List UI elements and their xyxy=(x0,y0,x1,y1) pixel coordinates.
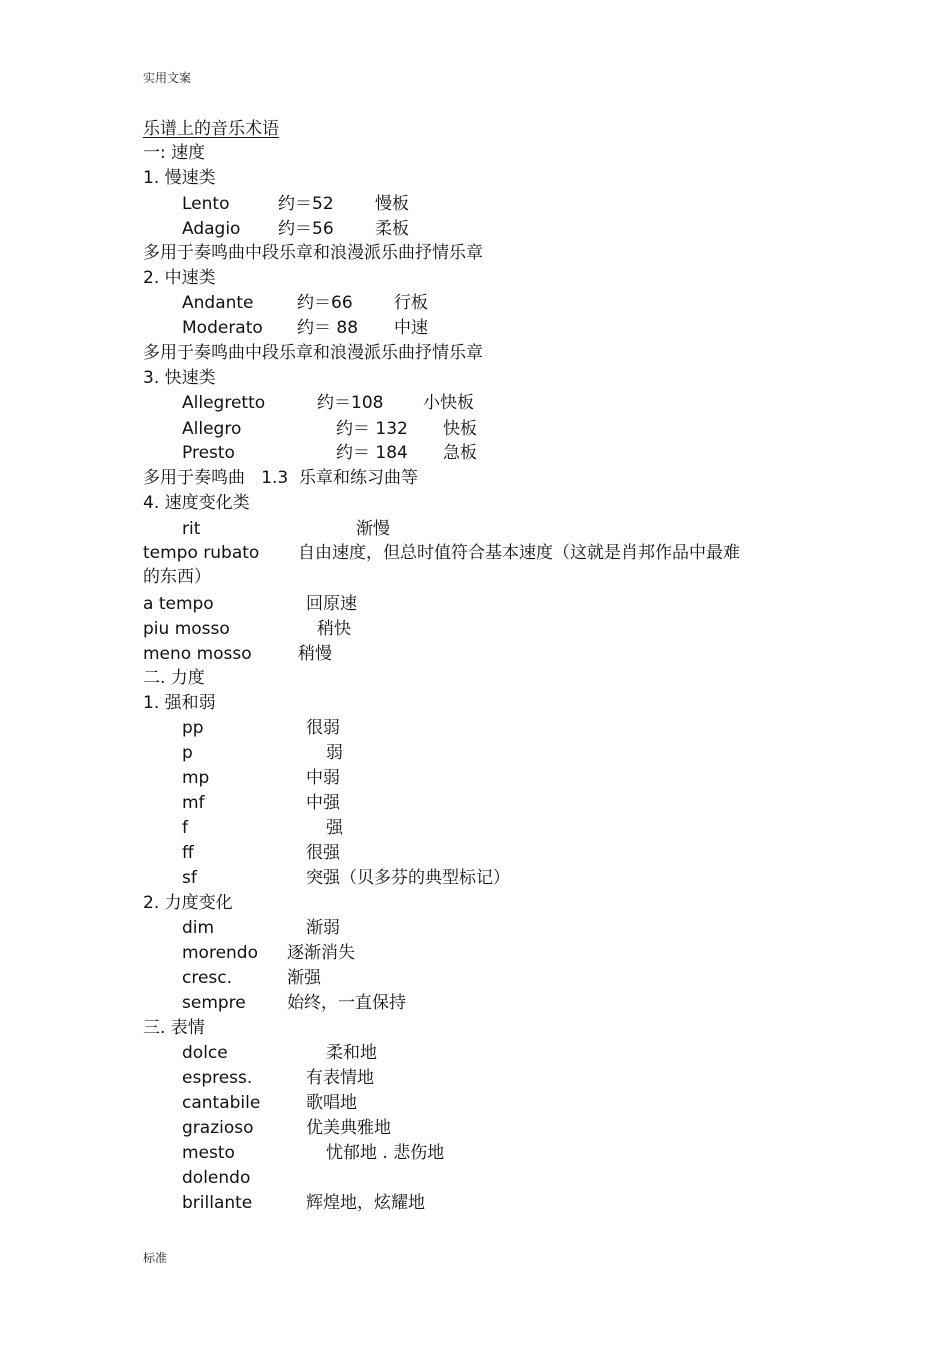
term-adagio: Adagio xyxy=(182,219,241,239)
term-ff: ff xyxy=(182,843,194,863)
page-header: 实用文案 xyxy=(143,71,192,85)
meaning-moderato: 中速 xyxy=(394,318,428,338)
term-mp: mp xyxy=(182,768,210,788)
bpm-adagio: 约＝56 xyxy=(278,219,334,239)
document-title: 乐谱上的音乐术语 xyxy=(143,119,279,139)
meaning-allegretto: 小快板 xyxy=(423,393,474,413)
meaning-mp: 中弱 xyxy=(306,768,340,788)
meaning-allegro: 快板 xyxy=(443,419,477,439)
meaning-presto: 急板 xyxy=(443,443,477,463)
term-f: f xyxy=(182,818,188,838)
subheading-slow: 1. 慢速类 xyxy=(143,168,216,188)
note-fast: 多用于奏鸣曲 1.3 乐章和练习曲等 xyxy=(143,468,419,488)
subheading-levels: 1. 强和弱 xyxy=(143,693,216,713)
meaning-dolce: 柔和地 xyxy=(326,1043,377,1063)
section-heading-dynamics: 二. 力度 xyxy=(143,668,205,688)
term-cantabile: cantabile xyxy=(182,1093,261,1113)
meaning-sf: 突强（贝多芬的典型标记） xyxy=(306,868,510,888)
meaning-piu-mosso: 稍快 xyxy=(317,619,351,639)
term-moderato: Moderato xyxy=(182,318,263,338)
term-andante: Andante xyxy=(182,293,254,313)
meaning-a-tempo: 回原速 xyxy=(306,594,357,614)
meaning-sempre: 始终，一直保持 xyxy=(287,993,406,1013)
bpm-allegretto: 约＝108 xyxy=(317,393,384,413)
term-brillante: brillante xyxy=(182,1193,253,1213)
term-sf: sf xyxy=(182,868,197,888)
meaning-rit: 渐慢 xyxy=(356,519,390,539)
term-meno-mosso: meno mosso xyxy=(143,644,252,664)
meaning-mf: 中强 xyxy=(306,793,340,813)
term-presto: Presto xyxy=(182,443,235,463)
subheading-fast: 3. 快速类 xyxy=(143,368,216,388)
term-cresc: cresc. xyxy=(182,968,233,988)
meaning-tempo-rubato: 自由速度，但总时值符合基本速度（这就是肖邦作品中最难 xyxy=(298,543,740,563)
meaning-brillante: 辉煌地，炫耀地 xyxy=(306,1193,425,1213)
meaning-morendo: 逐渐消失 xyxy=(287,943,355,963)
term-grazioso: grazioso xyxy=(182,1118,254,1138)
term-a-tempo: a tempo xyxy=(143,594,214,614)
term-dolendo: dolendo xyxy=(182,1168,251,1188)
note-medium: 多用于奏鸣曲中段乐章和浪漫派乐曲抒情乐章 xyxy=(143,343,483,363)
term-tempo-rubato: tempo rubato xyxy=(143,543,260,563)
meaning-espress: 有表情地 xyxy=(306,1068,374,1088)
meaning-pp: 很弱 xyxy=(306,718,340,738)
bpm-moderato: 约＝ 88 xyxy=(297,318,359,338)
term-allegro: Allegro xyxy=(182,419,242,439)
term-pp: pp xyxy=(182,718,204,738)
meaning-tempo-rubato-cont: 的东西） xyxy=(143,567,211,587)
bpm-lento: 约＝52 xyxy=(278,194,334,214)
term-p: p xyxy=(182,743,193,763)
term-morendo: morendo xyxy=(182,943,259,963)
meaning-dim: 渐弱 xyxy=(306,918,340,938)
meaning-adagio: 柔板 xyxy=(375,219,409,239)
meaning-f: 强 xyxy=(326,818,343,838)
meaning-cresc: 渐强 xyxy=(287,968,321,988)
page-footer: 标准 xyxy=(143,1251,168,1265)
term-piu-mosso: piu mosso xyxy=(143,619,230,639)
section-heading-expression: 三. 表情 xyxy=(143,1018,205,1038)
term-mf: mf xyxy=(182,793,205,813)
bpm-allegro: 约＝ 132 xyxy=(336,419,408,439)
meaning-mesto: 忧郁地 . 悲伤地 xyxy=(326,1143,445,1163)
meaning-cantabile: 歌唱地 xyxy=(306,1093,357,1113)
term-sempre: sempre xyxy=(182,993,246,1013)
term-espress: espress. xyxy=(182,1068,253,1088)
meaning-ff: 很强 xyxy=(306,843,340,863)
term-allegretto: Allegretto xyxy=(182,393,266,413)
subheading-speed-change: 4. 速度变化类 xyxy=(143,493,250,513)
subheading-medium: 2. 中速类 xyxy=(143,268,216,288)
section-heading-speed: 一: 速度 xyxy=(143,143,206,163)
meaning-meno-mosso: 稍慢 xyxy=(298,644,332,664)
meaning-lento: 慢板 xyxy=(375,194,409,214)
meaning-p: 弱 xyxy=(326,743,343,763)
term-lento: Lento xyxy=(182,194,230,214)
bpm-andante: 约＝66 xyxy=(297,293,353,313)
meaning-grazioso: 优美典雅地 xyxy=(306,1118,391,1138)
term-mesto: mesto xyxy=(182,1143,235,1163)
subheading-dynamics-change: 2. 力度变化 xyxy=(143,893,233,913)
term-dolce: dolce xyxy=(182,1043,228,1063)
bpm-presto: 约＝ 184 xyxy=(336,443,408,463)
note-slow: 多用于奏鸣曲中段乐章和浪漫派乐曲抒情乐章 xyxy=(143,243,483,263)
meaning-andante: 行板 xyxy=(394,293,428,313)
term-rit: rit xyxy=(182,519,201,539)
term-dim: dim xyxy=(182,918,215,938)
